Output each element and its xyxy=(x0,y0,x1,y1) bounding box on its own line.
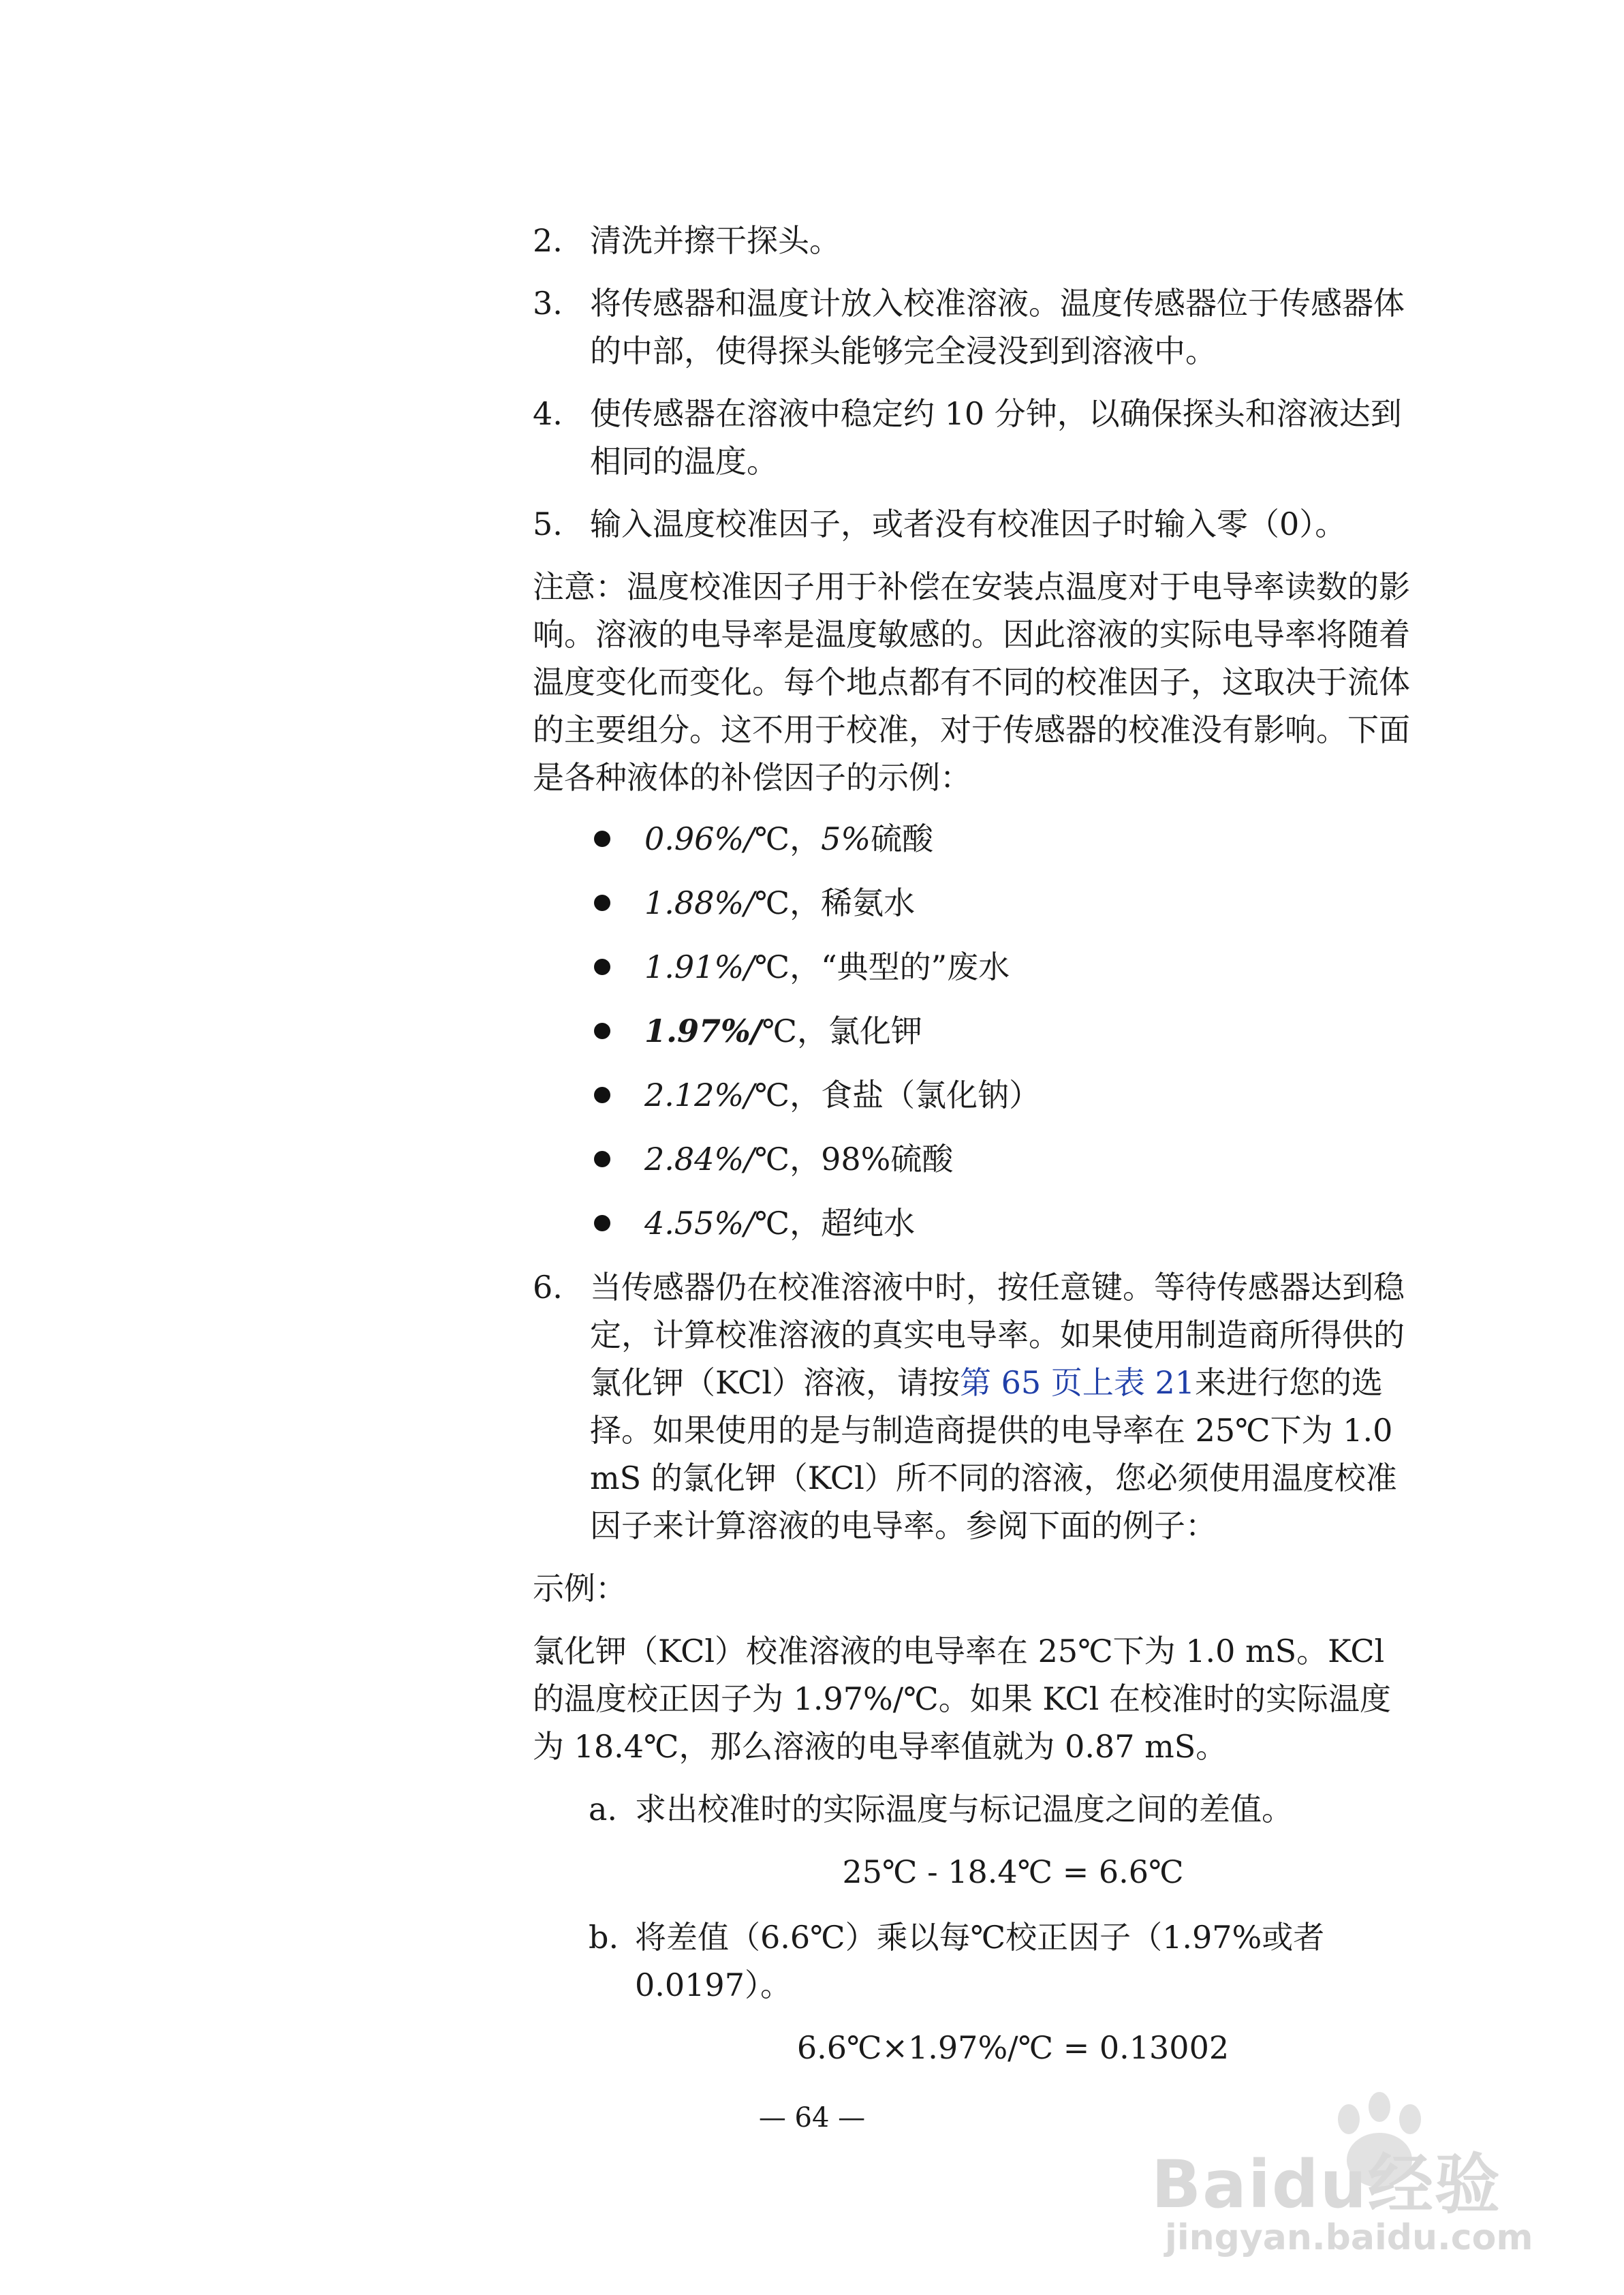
list-item xyxy=(533,943,1411,991)
substep-text: 将差值（6.6℃）乘以每℃校正因子（1.97%或者0.0197）。 xyxy=(635,1919,1325,2003)
factor-label: “典型的”废水 xyxy=(821,949,1010,985)
step-text: 输入温度校准因子，或者没有校准因子时输入零（0）。 xyxy=(590,506,1347,542)
factor-unit: ℃， xyxy=(754,820,822,857)
step-number: 2. xyxy=(533,222,563,259)
bullet-icon xyxy=(594,959,610,975)
list-item xyxy=(533,1199,1411,1247)
substep-letter: a. xyxy=(589,1791,618,1828)
factor-label: 硫酸 xyxy=(871,820,934,857)
factor-value: 2.12%/ xyxy=(644,1077,755,1113)
step-text-continued: 来进行您的选择。如果使用的是与制造商提供的电导率在 25℃下为 1.0 mS 的氯化钾（KCl）所不同的溶液，您必须使用温度校准因子来计算溶液的电导率。参阅下面的例子： xyxy=(590,1364,1397,1544)
bullet-icon xyxy=(594,1087,610,1103)
list-item xyxy=(533,1007,1411,1055)
step-text: 清洗并擦干探头。 xyxy=(590,222,841,259)
factor-value: 2.84%/ xyxy=(644,1141,755,1177)
factor-value: 1.97%/ xyxy=(644,1013,762,1049)
step-item xyxy=(533,500,1411,548)
factor-unit: ℃， xyxy=(762,1013,829,1049)
formula: 6.6℃×1.97%/℃ = 0.13002 xyxy=(796,2029,1230,2066)
substep-item xyxy=(533,1785,1411,1833)
substep-letter: b. xyxy=(589,1919,619,1956)
factor-label: 超纯水 xyxy=(821,1205,916,1242)
watermark-logo: Baidu经验 xyxy=(1151,2146,1501,2223)
factor-label: 98%硫酸 xyxy=(821,1141,954,1177)
example-text: 氯化钾（KCl）校准溶液的电导率在 25℃下为 1.0 mS。KCl 的温度校正因子为 1.97%/℃。如果 KCl 在校准时的实际温度为 18.4℃，那么溶液的电导率值就为 0.87 mS。 xyxy=(533,1633,1391,1765)
factor-value: 1.91%/ xyxy=(644,949,755,985)
factor-unit: ℃， xyxy=(754,949,822,985)
list-item xyxy=(533,1071,1411,1119)
factor-label: 食盐（氯化钠） xyxy=(821,1077,1041,1113)
list-item xyxy=(533,815,1411,863)
factor-value: 0.96%/ xyxy=(644,820,755,857)
factor-label-italic: 5% xyxy=(821,820,871,857)
step-text: 使传感器在溶液中稳定约 10 分钟，以确保探头和溶液达到相同的温度。 xyxy=(590,395,1402,480)
step-number: 5. xyxy=(533,506,563,542)
formula: 25℃ - 18.4℃ = 6.6℃ xyxy=(842,1853,1184,1890)
list-item xyxy=(533,1135,1411,1183)
page-number: — 64 — xyxy=(758,2102,866,2134)
factor-unit: ℃， xyxy=(754,1141,822,1177)
factor-label: 稀氨水 xyxy=(821,884,916,921)
step-item xyxy=(533,1263,1411,1550)
step-text: 当传感器仍在校准溶液中时，按任意键。等待传感器达到稳定，计算校准溶液的真实电导率。如果使用制造商所得供的氯化钾（KCl）溶液，请按 xyxy=(590,1269,1405,1401)
step-number: 4. xyxy=(533,395,563,432)
page-content xyxy=(533,217,1411,2089)
factor-unit: ℃， xyxy=(754,1077,822,1113)
baidu-watermark xyxy=(1151,2133,1587,2269)
factor-label: 氯化钾 xyxy=(828,1013,923,1049)
bullet-icon xyxy=(594,1151,610,1167)
step-item xyxy=(533,279,1411,375)
factor-value: 1.88%/ xyxy=(644,884,755,921)
example-label: 示例： xyxy=(533,1570,627,1607)
bullet-icon xyxy=(594,831,610,847)
bullet-icon xyxy=(594,895,610,911)
factor-unit: ℃， xyxy=(754,1205,822,1242)
step-text: 将传感器和温度计放入校准溶液。温度传感器位于传感器体的中部，使得探头能够完全浸没到到溶液中。 xyxy=(590,285,1405,369)
note-paragraph: 注意：温度校准因子用于补偿在安装点温度对于电导率读数的影响。溶液的电导率是温度敏感的。因此溶液的实际电导率将随着温度变化而变化。每个地点都有不同的校准因子，这取决于流体的主要组分。这不用于校准，对于传感器的校准没有影响。下面是各种液体的补偿因子的示例： xyxy=(533,568,1410,796)
table-21-link[interactable]: 第 65 页上表 21 xyxy=(960,1364,1195,1401)
bullet-icon xyxy=(594,1023,610,1039)
substep-text: 求出校准时的实际温度与标记温度之间的差值。 xyxy=(635,1791,1293,1828)
watermark-url: jingyan.baidu.com xyxy=(1165,2217,1533,2258)
step-item xyxy=(533,390,1411,485)
substep-item xyxy=(533,1913,1411,2009)
factor-value: 4.55%/ xyxy=(644,1205,755,1242)
compensation-factor-list xyxy=(533,815,1411,1247)
factor-unit: ℃， xyxy=(754,884,822,921)
step-item xyxy=(533,217,1411,264)
bullet-icon xyxy=(594,1215,610,1231)
list-item xyxy=(533,879,1411,927)
step-number: 6. xyxy=(533,1269,563,1306)
step-number: 3. xyxy=(533,285,563,322)
